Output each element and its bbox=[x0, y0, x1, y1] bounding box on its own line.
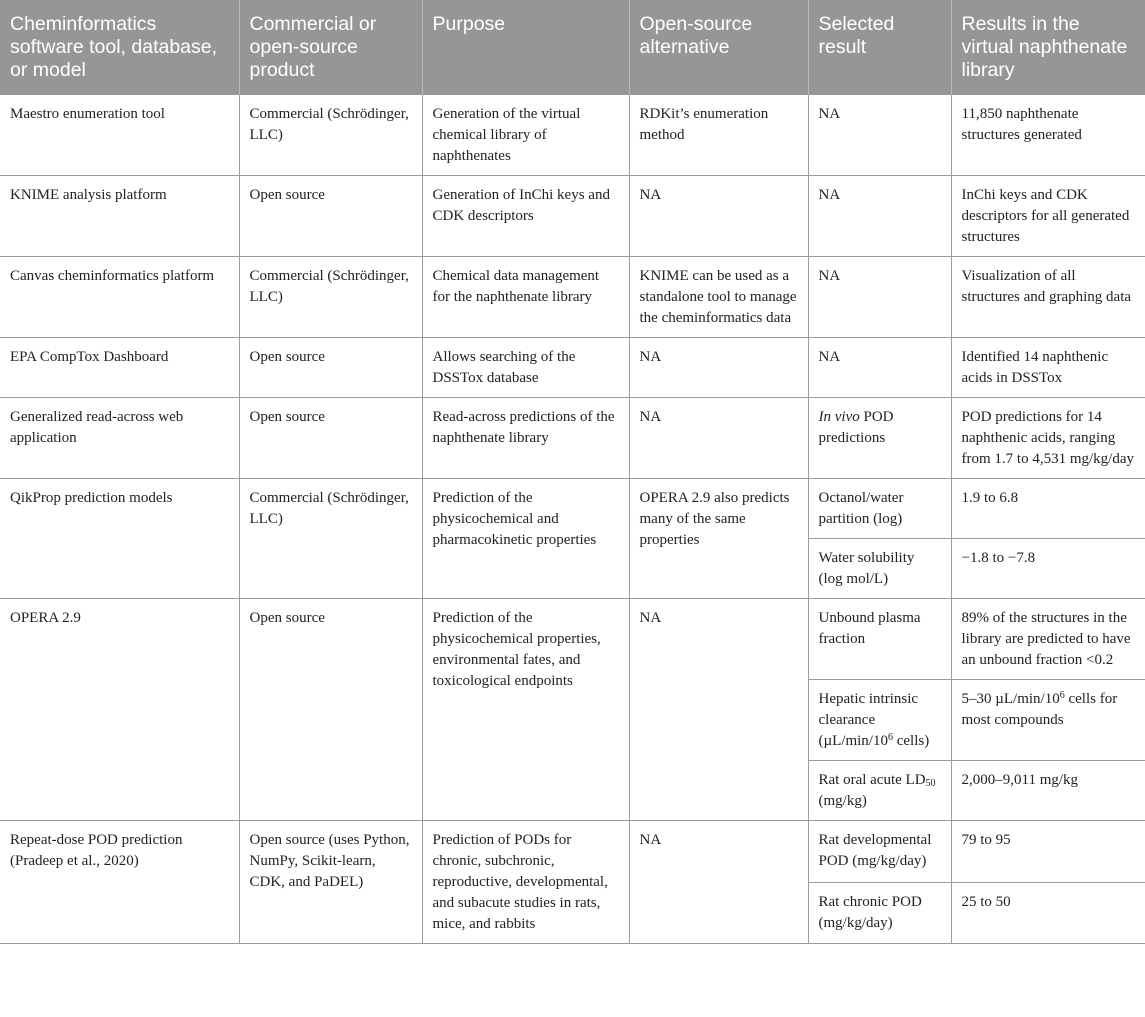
cell-selected-result: NA bbox=[808, 257, 951, 338]
cell-selected-result: NA bbox=[808, 338, 951, 398]
cell-tool: Generalized read-across web application bbox=[0, 398, 239, 479]
superscript: 6 bbox=[1059, 690, 1065, 701]
superscript: 6 bbox=[887, 732, 893, 743]
cell-purpose: Prediction of the physicochemical and pharmacokinetic properties bbox=[422, 479, 629, 599]
table-row bbox=[0, 398, 1145, 479]
cell-purpose: Prediction of the physicochemical properties, environmental fates, and toxicological endpoints bbox=[422, 599, 629, 821]
cell-purpose: Generation of the virtual chemical library of naphthenates bbox=[422, 95, 629, 176]
table-row bbox=[0, 599, 1145, 680]
cell-tool: Maestro enumeration tool bbox=[0, 95, 239, 176]
header-tool: Cheminformatics software tool, database, or model bbox=[0, 0, 239, 95]
cell-product: Open source bbox=[239, 599, 422, 821]
text-part: cells) bbox=[892, 733, 930, 749]
cell-alternative: NA bbox=[629, 338, 808, 398]
cell-results: Identified 14 naphthenic acids in DSSTox bbox=[951, 338, 1145, 398]
cell-purpose: Chemical data management for the naphthenate library bbox=[422, 257, 629, 338]
text-part: Hepatic intrinsic clearance (µL/min/10 bbox=[818, 691, 919, 749]
table-row bbox=[0, 479, 1145, 539]
cell-tool: QikProp prediction models bbox=[0, 479, 239, 599]
cell-selected-result: Octanol/water partition (log) bbox=[808, 479, 951, 539]
cell-selected-result: NA bbox=[808, 176, 951, 257]
subscript: 50 bbox=[925, 778, 936, 789]
cell-selected-result bbox=[808, 398, 951, 479]
cell-alternative: NA bbox=[629, 821, 808, 944]
cell-product: Open source bbox=[239, 338, 422, 398]
cell-selected-result bbox=[808, 680, 951, 761]
cell-selected-result: NA bbox=[808, 95, 951, 176]
selected-text: POD predictions bbox=[818, 409, 894, 446]
cell-results bbox=[951, 680, 1145, 761]
header-results: Results in the virtual naphthenate library bbox=[951, 0, 1145, 95]
cell-selected-result: Rat developmental POD (mg/kg/day) bbox=[808, 821, 951, 883]
cell-purpose: Prediction of PODs for chronic, subchronic, reproductive, developmental, and subacute studies in rats, mice, and rabbits bbox=[422, 821, 629, 944]
cell-tool: KNIME analysis platform bbox=[0, 176, 239, 257]
cell-tool: Canvas cheminformatics platform bbox=[0, 257, 239, 338]
table-row bbox=[0, 176, 1145, 257]
cell-tool: EPA CompTox Dashboard bbox=[0, 338, 239, 398]
cell-product: Open source bbox=[239, 176, 422, 257]
table-row bbox=[0, 821, 1145, 883]
cell-results: 2,000–9,011 mg/kg bbox=[951, 761, 1145, 821]
header-product: Commercial or open-source product bbox=[239, 0, 422, 95]
cell-selected-result bbox=[808, 761, 951, 821]
header-row bbox=[0, 0, 1145, 95]
cell-purpose: Read-across predictions of the naphthenate library bbox=[422, 398, 629, 479]
cell-selected-result: Water solubility (log mol/L) bbox=[808, 539, 951, 599]
table-row bbox=[0, 95, 1145, 176]
cell-alternative: NA bbox=[629, 176, 808, 257]
cell-alternative: NA bbox=[629, 599, 808, 821]
cell-results: 11,850 naphthenate structures generated bbox=[951, 95, 1145, 176]
cell-product: Open source bbox=[239, 398, 422, 479]
cell-results: InChi keys and CDK descriptors for all generated structures bbox=[951, 176, 1145, 257]
text-part: (mg/kg) bbox=[818, 793, 867, 809]
header-alternative: Open-source alternative bbox=[629, 0, 808, 95]
cell-purpose: Generation of InChi keys and CDK descriptors bbox=[422, 176, 629, 257]
cell-product: Commercial (Schrödinger, LLC) bbox=[239, 257, 422, 338]
header-selected-result: Selected result bbox=[808, 0, 951, 95]
cell-alternative: OPERA 2.9 also predicts many of the same properties bbox=[629, 479, 808, 599]
cell-results: 1.9 to 6.8 bbox=[951, 479, 1145, 539]
cell-selected-result: Unbound plasma fraction bbox=[808, 599, 951, 680]
cell-results: 79 to 95 bbox=[951, 821, 1145, 883]
cell-results: 25 to 50 bbox=[951, 882, 1145, 944]
cell-product: Commercial (Schrödinger, LLC) bbox=[239, 479, 422, 599]
cell-tool: Repeat-dose POD prediction (Pradeep et al., 2020) bbox=[0, 821, 239, 944]
cell-alternative: NA bbox=[629, 398, 808, 479]
table-row bbox=[0, 338, 1145, 398]
cell-purpose: Allows searching of the DSSTox database bbox=[422, 338, 629, 398]
cell-selected-result: Rat chronic POD (mg/kg/day) bbox=[808, 882, 951, 944]
text-part: 5–30 µL/min/10 bbox=[961, 691, 1060, 707]
cell-results: POD predictions for 14 naphthenic acids, ranging from 1.7 to 4,531 mg/kg/day bbox=[951, 398, 1145, 479]
cell-product: Commercial (Schrödinger, LLC) bbox=[239, 95, 422, 176]
cell-results: Visualization of all structures and graphing data bbox=[951, 257, 1145, 338]
header-purpose: Purpose bbox=[422, 0, 629, 95]
text-part: cells for most compounds bbox=[961, 691, 1118, 728]
cell-alternative: KNIME can be used as a standalone tool to manage the cheminformatics data bbox=[629, 257, 808, 338]
cell-product: Open source (uses Python, NumPy, Scikit-learn, CDK, and PaDEL) bbox=[239, 821, 422, 944]
cell-results: −1.8 to −7.8 bbox=[951, 539, 1145, 599]
table-row bbox=[0, 257, 1145, 338]
cell-alternative: RDKit’s enumeration method bbox=[629, 95, 808, 176]
cell-tool: OPERA 2.9 bbox=[0, 599, 239, 821]
italic-in-vivo: In vivo bbox=[818, 409, 860, 425]
text-part: Rat oral acute LD bbox=[818, 772, 926, 788]
cell-results: 89% of the structures in the library are predicted to have an unbound fraction <0.2 bbox=[951, 599, 1145, 680]
